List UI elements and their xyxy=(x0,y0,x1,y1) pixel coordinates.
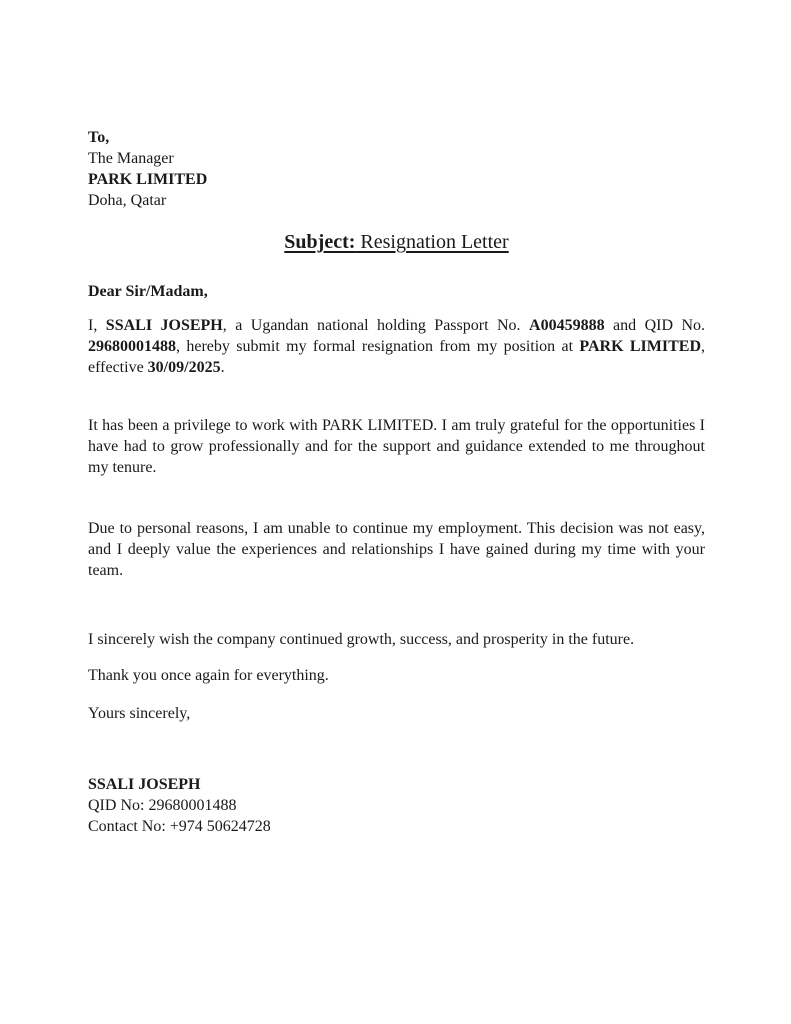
recipient-location: Doha, Qatar xyxy=(88,192,167,209)
privilege-paragraph: It has been a privilege to work with PARK LIMITED. I am truly grateful for the opportunities I have had to grow professionally and for the support and guidance extended to me throughout my tenure. xyxy=(88,417,705,476)
closing-line: Yours sincerely, xyxy=(88,705,191,722)
subject-underlined-text xyxy=(284,231,508,253)
signature-contact: Contact No: +974 50624728 xyxy=(88,818,271,835)
recipient-block xyxy=(88,127,705,211)
intro-run-4: , hereby submit my formal resignation from my position at xyxy=(176,338,580,355)
intro-qid-number: 29680001488 xyxy=(88,338,176,355)
subject-text: Resignation Letter xyxy=(355,231,509,253)
intro-company-name: PARK LIMITED xyxy=(579,338,702,355)
intro-run-1: I, xyxy=(88,317,106,334)
intro-run-6: . xyxy=(220,359,225,376)
intro-run-2: , a Ugandan national holding Passport No. xyxy=(222,317,530,334)
intro-effective-date: 30/09/2025 xyxy=(147,359,221,376)
recipient-to-label: To, xyxy=(88,129,110,146)
subject-line xyxy=(88,229,705,255)
intro-run-3: and QID No. xyxy=(604,317,706,334)
salutation: Dear Sir/Madam, xyxy=(88,283,208,300)
recipient-company: PARK LIMITED xyxy=(88,171,208,188)
signature-name: SSALI JOSEPH xyxy=(88,776,201,793)
intro-paragraph xyxy=(88,315,705,378)
intro-name: SSALI JOSEPH xyxy=(105,317,223,334)
intro-run-5: , effective xyxy=(88,338,706,376)
thanks-paragraph: Thank you once again for everything. xyxy=(88,667,329,684)
reasons-paragraph: Due to personal reasons, I am unable to continue my employment. This decision was not easy, and I deeply value the experiences and relationships I have gained during my time with your team. xyxy=(88,520,705,579)
wish-paragraph: I sincerely wish the company continued growth, success, and prosperity in the future. xyxy=(88,631,635,648)
intro-passport-number: A00459888 xyxy=(529,317,605,334)
signature-qid: QID No: 29680001488 xyxy=(88,797,237,814)
recipient-manager: The Manager xyxy=(88,150,174,167)
signature-block xyxy=(88,774,705,837)
subject-label: Subject: xyxy=(284,231,356,253)
